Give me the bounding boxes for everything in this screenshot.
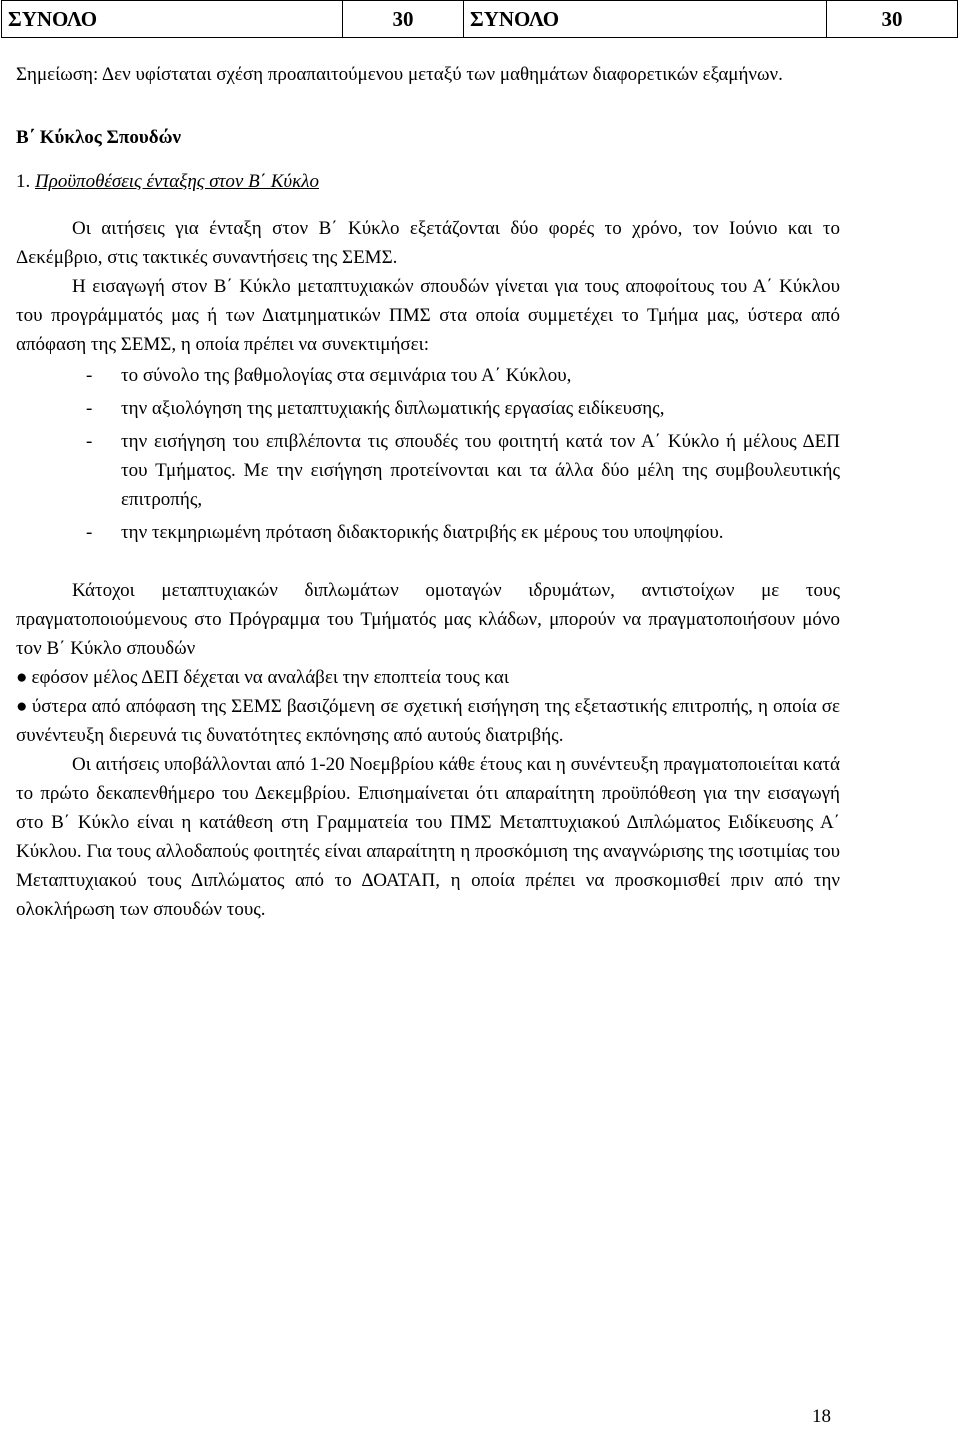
criteria-text: την τεκμηριωμένη πρόταση διδακτορικής διατριβής εκ μέρους του υποψηφίου. (121, 522, 724, 543)
bullet-icon: ● (16, 667, 28, 688)
total-value-left: 30 (343, 1, 464, 38)
criteria-text: την αξιολόγηση της μεταπτυχιακής διπλωματικής εργασίας ειδίκευσης, (121, 398, 665, 419)
list-item (16, 361, 840, 390)
total-label-right: ΣΥΝΟΛΟ (464, 1, 827, 38)
dash-marker: - (86, 431, 93, 452)
admission-paragraph: Η εισαγωγή στον Β΄ Κύκλο μεταπτυχιακών σπουδών γίνεται για τους αποφοίτους του Α΄ Κύκλου του προγράμματός μας ή των Διατμηματικών ΠΜΣ στα οποία συμμετέχει το Τμήμα μας, ύστερα από απόφαση της ΣΕΜΣ, η οποία πρέπει να συνεκτιμήσει: (16, 276, 840, 355)
subsection-heading (16, 167, 840, 196)
total-credits-table (1, 0, 958, 38)
subsection-number: 1. (16, 171, 31, 192)
bullet-text: ύστερα από απόφαση της ΣΕΜΣ βασιζόμενη σε σχετική εισήγηση της εξεταστικής επιτροπής, η οποία σε συνέντευξη διερευνά τις δυνατότητες εκπόνησης από αυτούς διατριβής. (16, 696, 841, 746)
bullet-condition-2 (16, 692, 840, 750)
section-heading: Β΄ Κύκλος Σπουδών (16, 127, 181, 148)
total-row (2, 1, 958, 38)
document-body (16, 60, 840, 924)
subsection-title: Προϋποθέσεις ένταξης στον Β΄ Κύκλο (35, 171, 319, 192)
bullet-text: εφόσον μέλος ΔΕΠ δέχεται να αναλάβει την εποπτεία τους και (31, 667, 509, 688)
criteria-text: την εισήγηση του επιβλέποντα τις σπουδές του φοιτητή κατά τον Α΄ Κύκλο ή μέλους ΔΕΠ του Τμήματος. Με την εισήγηση προτείνονται και τα άλλα δύο μέλη της συμβουλευτικής επιτροπής, (121, 431, 840, 510)
page-number: 18 (812, 1406, 831, 1427)
prerequisite-note: Σημείωση: Δεν υφίσταται σχέση προαπαιτούμενου μεταξύ των μαθημάτων διαφορετικών εξαμήνων. (16, 64, 783, 85)
bullet-icon: ● (16, 696, 28, 717)
applications-paragraph: Οι αιτήσεις για ένταξη στον Β΄ Κύκλο εξετάζονται δύο φορές το χρόνο, τον Ιούνιο και το Δεκέμβριο, στις τακτικές συναντήσεις της ΣΕΜΣ. (16, 218, 840, 268)
list-item (16, 427, 840, 514)
dash-marker: - (86, 365, 93, 386)
total-label-left: ΣΥΝΟΛΟ (2, 1, 343, 38)
list-item (16, 518, 840, 547)
bullet-condition-1 (16, 663, 840, 692)
submission-paragraph: Οι αιτήσεις υποβάλλονται από 1-20 Νοεμβρίου κάθε έτους και η συνέντευξη πραγματοποιείται κατά το πρώτο δεκαπενθήμερο του Δεκεμβρίου. Επισημαίνεται ότι απαραίτητη προϋπόθεση για την εισαγωγή στο Β΄ Κύκλο είναι η κατάθεση στη Γραμματεία του ΠΜΣ Μεταπτυχιακού Διπλώματος Ειδίκευσης Α΄ Κύκλου. Για τους αλλοδαπούς φοιτητές είναι απαραίτητη η προσκόμιση της αναγνώρισης της ισοτιμίας του Μεταπτυχιακού τους Διπλώματος από το ΔΟΑΤΑΠ, η οποία πρέπει να προσκομισθεί πριν από την ολοκλήρωση των σπουδών τους. (16, 754, 840, 920)
criteria-text: το σύνολο της βαθμολογίας στα σεμινάρια του Α΄ Κύκλου, (121, 365, 572, 386)
dash-marker: - (86, 398, 93, 419)
list-item (16, 394, 840, 423)
total-value-right: 30 (827, 1, 958, 38)
dash-marker: - (86, 522, 93, 543)
holders-paragraph: Κάτοχοι μεταπτυχιακών διπλωμάτων ομοταγών ιδρυμάτων, αντιστοίχων με τους πραγματοποιούμενους στο Πρόγραμμα του Τμήματός μας κλάδων, μπορούν να πραγματοποιήσουν μόνο τον Β΄ Κύκλο σπουδών (16, 580, 840, 659)
criteria-list (16, 361, 840, 547)
